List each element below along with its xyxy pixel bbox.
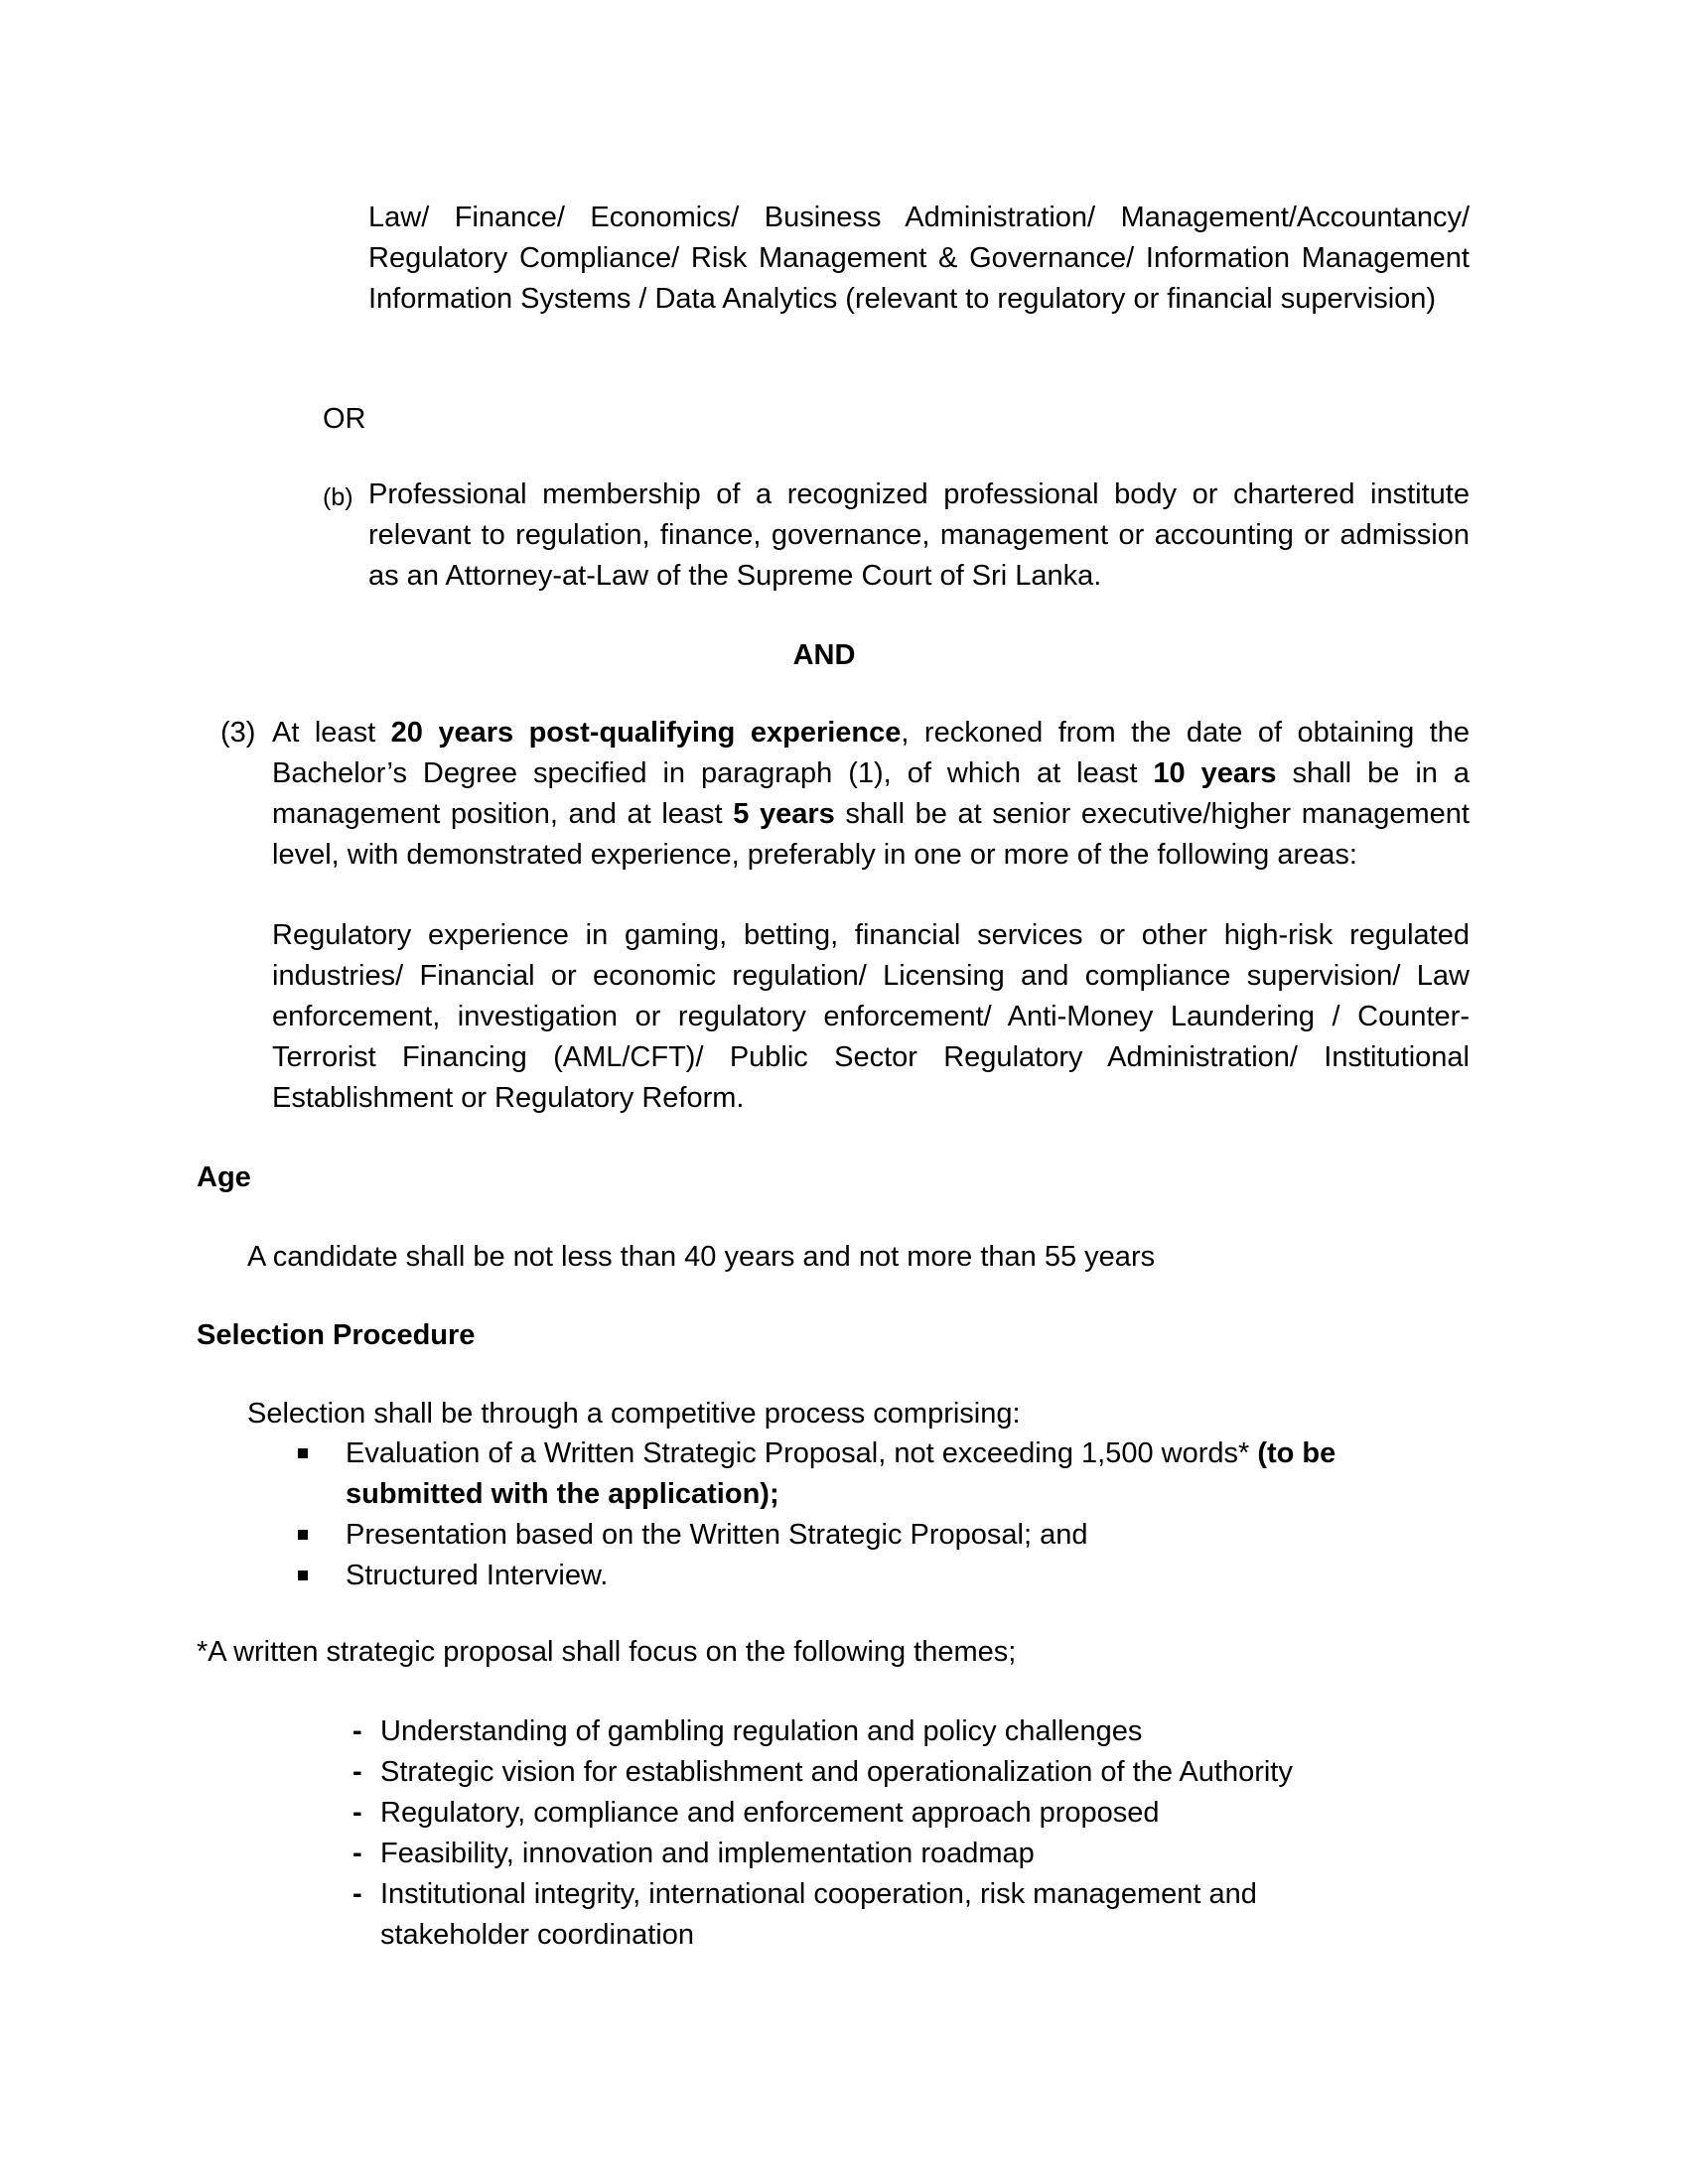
item-3-experience-requirement (272, 713, 1470, 876)
selection-step-bold: (to be submitted with the application); (346, 1437, 1336, 1510)
item-3-text-part: At least (272, 717, 391, 749)
list-item (352, 1793, 1385, 1834)
item-3-experience-areas: Regulatory experience in gaming, betting, financial services or other high-risk regulated industries/ Financial or economic regulation/ Licensing and compliance supervision/ Law enforcement, investigation or regulatory enforcement/ Anti-Money Laundering / Counter-Terrorist Financing (AML/CFT)/ Public Sector Regulatory Administration/ Institutional Establishment or Regulatory Reform. (272, 919, 1470, 1114)
proposal-themes-note: *A written strategic proposal shall focus on the following themes; (197, 1636, 1017, 1668)
age-heading-text: Age (197, 1161, 251, 1193)
item-3-marker: (3) (220, 717, 256, 749)
square-bullet-icon (298, 1448, 308, 1458)
square-bullet-icon (298, 1530, 308, 1540)
list-item (294, 1556, 1446, 1596)
proposal-themes-list (352, 1711, 1385, 1956)
selection-heading-text: Selection Procedure (197, 1319, 476, 1351)
list-item (352, 1834, 1385, 1874)
selection-procedure-heading (197, 1315, 475, 1356)
dash-bullet-icon: - (352, 1838, 362, 1869)
item-b-marker: (b) (323, 483, 353, 511)
square-bullet-icon (298, 1570, 308, 1580)
item-3-text-part: shall be in a management position, and at least (272, 757, 1471, 830)
age-requirement: A candidate shall be not less than 40 years and not more than 55 years (247, 1241, 1156, 1273)
list-item (352, 1874, 1385, 1956)
theme-text: Feasibility, innovation and implementation roadmap (380, 1838, 1035, 1869)
item-3-text-part: shall be at senior executive/higher management level, with demonstrated experience, preferably in one or more of the following areas: (272, 798, 1470, 871)
selection-step-text: Structured Interview. (346, 1560, 609, 1591)
theme-text: Strategic vision for establishment and operationalization of the Authority (380, 1756, 1293, 1788)
list-item (352, 1711, 1385, 1752)
qualification-subject-areas: Law/ Finance/ Economics/ Business Administration/ Management/Accountancy/ Regulatory Compliance/ Risk Management & Governance/ Information Management Information Systems / Data Analytics (relevant to regulatory or financial supervision) (368, 202, 1470, 315)
theme-text: Understanding of gambling regulation and policy challenges (380, 1715, 1143, 1747)
dash-bullet-icon: - (352, 1878, 362, 1910)
list-item (352, 1752, 1385, 1793)
item-3-bold-senior-years: 5 years (733, 798, 835, 830)
or-separator: OR (323, 403, 366, 435)
item-3-bold-experience: 20 years post-qualifying experience (390, 717, 902, 749)
selection-step-text: Presentation based on the Written Strategic Proposal; and (346, 1519, 1088, 1551)
theme-text: Regulatory, compliance and enforcement approach proposed (380, 1797, 1160, 1829)
item-b-professional-membership: Professional membership of a recognized professional body or chartered institute relevant to regulation, finance, governance, management or accounting or admission as an Attorney-at-Law of the Supreme Court of Sri Lanka. (368, 478, 1470, 592)
and-separator (0, 635, 1648, 676)
list-item (294, 1515, 1446, 1556)
item-3-text-part: , reckoned from the date of obtaining the Bachelor’s Degree specified in paragraph (1), of which at least (272, 717, 1470, 789)
selection-steps-list (294, 1433, 1446, 1596)
dash-bullet-icon: - (352, 1715, 362, 1747)
item-3-bold-management-years: 10 years (1153, 757, 1277, 789)
age-heading (197, 1158, 251, 1198)
and-label: AND (792, 639, 856, 671)
theme-text: Institutional integrity, international cooperation, risk management and stakeholder coordination (380, 1878, 1257, 1951)
selection-intro: Selection shall be through a competitive process comprising: (247, 1398, 1021, 1430)
list-item (294, 1433, 1446, 1515)
selection-step-text: Evaluation of a Written Strategic Proposal, not exceeding 1,500 words* (346, 1437, 1258, 1469)
dash-bullet-icon: - (352, 1756, 362, 1788)
dash-bullet-icon: - (352, 1797, 362, 1829)
